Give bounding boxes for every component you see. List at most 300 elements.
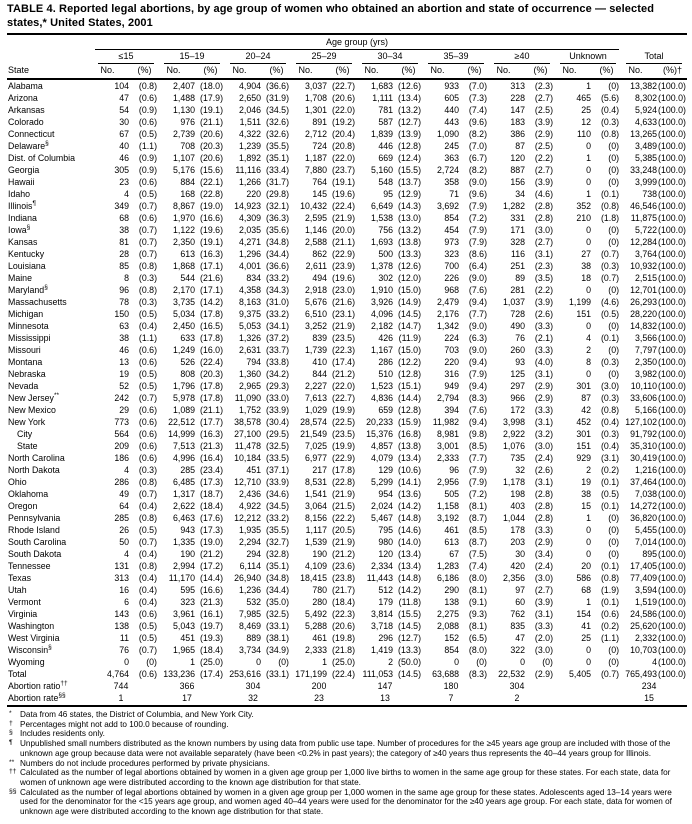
percent-cell: (33.0) bbox=[266, 393, 289, 403]
percent-cell: (21.2) bbox=[332, 369, 355, 379]
percent-cell: (22.7) bbox=[332, 393, 355, 403]
state-name: North Dakota bbox=[8, 465, 60, 475]
state-name: Illinois¶ bbox=[8, 200, 36, 211]
state-name: Georgia bbox=[8, 165, 40, 175]
count-cell: 2,333 bbox=[304, 645, 327, 655]
percent-cell: (22.2) bbox=[332, 513, 355, 523]
count-cell: 2,712 bbox=[304, 129, 327, 139]
state-name: New York bbox=[8, 417, 46, 427]
percent-cell: (100.0) bbox=[658, 333, 686, 343]
count-cell: 1,111 bbox=[372, 93, 393, 103]
rate-cell: 23 bbox=[291, 692, 357, 706]
percent-cell: (31.9) bbox=[266, 93, 289, 103]
percent-cell: (15.0) bbox=[398, 345, 421, 355]
count-cell: 532 bbox=[246, 597, 261, 607]
count-cell: 95 bbox=[383, 189, 393, 199]
count-cell: 6,186 bbox=[436, 573, 459, 583]
count-cell: 20,233 bbox=[366, 417, 393, 427]
state-name: City bbox=[17, 429, 33, 439]
count-cell: 5,053 bbox=[238, 321, 261, 331]
percent-cell: (33.1) bbox=[266, 669, 289, 679]
count-cell: 895 bbox=[642, 549, 658, 559]
percent-cell: (3.9) bbox=[534, 177, 553, 187]
percent-cell: (16.6) bbox=[200, 213, 223, 223]
percent-cell: (12.2) bbox=[398, 357, 421, 367]
percent-cell: (0) bbox=[608, 369, 620, 379]
count-cell: 22,512 bbox=[168, 417, 195, 427]
count-cell: 2,350 bbox=[635, 357, 658, 367]
table-row bbox=[7, 392, 687, 404]
percent-cell: (100.0) bbox=[658, 153, 686, 163]
percent-cell: (7.9) bbox=[468, 237, 487, 247]
count-cell: 669 bbox=[378, 153, 393, 163]
percent-cell: (32.1) bbox=[266, 201, 289, 211]
percent-cell: (22.0) bbox=[332, 105, 355, 115]
percent-cell: (15.1) bbox=[398, 381, 421, 391]
percent-cell: (19.2) bbox=[332, 117, 355, 127]
count-cell: 765,493 bbox=[625, 669, 658, 679]
percent-cell: (0) bbox=[608, 165, 620, 175]
count-cell: 1,326 bbox=[238, 333, 261, 343]
percent-cell: (22.1) bbox=[200, 177, 223, 187]
rate-cell: 1 bbox=[93, 692, 159, 706]
percent-cell: (9.6) bbox=[468, 117, 487, 127]
count-cell: 1,541 bbox=[304, 489, 327, 499]
count-cell: 0 bbox=[586, 369, 591, 379]
count-cell: 420 bbox=[510, 561, 525, 571]
count-cell: 4,996 bbox=[172, 453, 195, 463]
count-cell: 700 bbox=[444, 261, 459, 271]
count-cell: 260 bbox=[510, 345, 525, 355]
table-row bbox=[7, 488, 687, 500]
percent-cell: (23.0) bbox=[332, 285, 355, 295]
count-cell: 97 bbox=[515, 585, 525, 595]
count-cell: 1,317 bbox=[172, 489, 195, 499]
count-cell: 2,918 bbox=[304, 285, 327, 295]
state-name: Vermont bbox=[8, 597, 41, 607]
percent-cell: (34.8) bbox=[266, 573, 289, 583]
abortion-rate-row-label: Abortion rate§§ bbox=[7, 692, 93, 706]
count-cell: 0 bbox=[586, 177, 591, 187]
percent-cell: (50.0) bbox=[398, 657, 421, 667]
count-cell: 1 bbox=[586, 597, 591, 607]
state-name: Nevada bbox=[8, 381, 39, 391]
percent-cell: (0) bbox=[608, 321, 620, 331]
percent-cell: (100.0) bbox=[658, 405, 686, 415]
count-cell: 42 bbox=[581, 405, 591, 415]
percent-cell: (14.2) bbox=[200, 297, 223, 307]
state-name: Ohio bbox=[8, 477, 27, 487]
percent-cell: (100.0) bbox=[658, 645, 686, 655]
percent-cell: (20.4) bbox=[332, 129, 355, 139]
percent-cell: (9.0) bbox=[468, 177, 487, 187]
percent-cell: (2.6) bbox=[534, 465, 553, 475]
count-cell: 0 bbox=[520, 657, 525, 667]
percent-cell: (34.3) bbox=[266, 285, 289, 295]
count-cell: 0 bbox=[586, 165, 591, 175]
state-name: Delaware§ bbox=[8, 140, 49, 151]
percent-cell: (6.3) bbox=[468, 333, 487, 343]
count-cell: 3,692 bbox=[436, 201, 459, 211]
percent-cell: (100.0) bbox=[658, 357, 686, 367]
total-row bbox=[7, 668, 687, 680]
count-cell: 4,109 bbox=[304, 561, 327, 571]
count-cell: 296 bbox=[378, 633, 393, 643]
percent-cell: (0.4) bbox=[600, 417, 620, 427]
percent-cell: (22.8) bbox=[332, 477, 355, 487]
count-cell: 854 bbox=[444, 645, 459, 655]
count-cell: 12,710 bbox=[234, 477, 261, 487]
percent-cell: (37.2) bbox=[266, 333, 289, 343]
abortion-table bbox=[7, 33, 687, 707]
percent-cell: (3.3) bbox=[534, 525, 553, 535]
count-cell: 7,613 bbox=[304, 393, 327, 403]
count-cell: 28,574 bbox=[300, 417, 327, 427]
percent-cell: (17.6) bbox=[200, 513, 223, 523]
state-col-header: State bbox=[7, 64, 93, 79]
percent-cell: (13.4) bbox=[398, 549, 421, 559]
col-group-age-4 bbox=[357, 50, 423, 64]
count-cell: 63,688 bbox=[432, 669, 459, 679]
no-col-header: No. bbox=[357, 64, 394, 79]
count-cell: 1,199 bbox=[568, 297, 591, 307]
percent-cell: (100.0) bbox=[658, 81, 686, 91]
no-col-header: No. bbox=[555, 64, 592, 79]
table-row bbox=[7, 104, 687, 116]
count-cell: 156 bbox=[510, 177, 525, 187]
percent-cell: (16.1) bbox=[200, 609, 223, 619]
rate-cell: 180 bbox=[443, 681, 459, 691]
count-cell: 5,455 bbox=[635, 525, 658, 535]
percent-cell: (12.8) bbox=[398, 369, 421, 379]
percent-cell: (0) bbox=[608, 81, 620, 91]
percent-cell: (15.5) bbox=[398, 165, 421, 175]
percent-cell: (22.4) bbox=[332, 201, 355, 211]
state-name: Idaho bbox=[8, 189, 31, 199]
count-cell: 18,415 bbox=[300, 573, 327, 583]
count-cell: 1,519 bbox=[635, 597, 658, 607]
percent-cell: (9.4) bbox=[468, 381, 487, 391]
percent-cell: (17.8) bbox=[332, 465, 355, 475]
percent-cell: (3.0) bbox=[534, 645, 553, 655]
percent-cell: (0.4) bbox=[600, 105, 620, 115]
footnote-marker: * bbox=[9, 710, 12, 717]
count-cell: 363 bbox=[444, 153, 459, 163]
count-cell: 2,182 bbox=[370, 321, 393, 331]
percent-cell: (20.6) bbox=[332, 621, 355, 631]
state-name: North Carolina bbox=[8, 453, 65, 463]
percent-cell: (15.6) bbox=[200, 165, 223, 175]
count-cell: 613 bbox=[180, 249, 195, 259]
percent-cell: (9.4) bbox=[468, 297, 487, 307]
percent-cell: (14.8) bbox=[398, 513, 421, 523]
count-cell: 6,977 bbox=[304, 453, 327, 463]
count-cell: 4,358 bbox=[238, 285, 261, 295]
percent-cell: (13.2) bbox=[398, 105, 421, 115]
percent-cell: (19.7) bbox=[200, 621, 223, 631]
percent-cell: (0) bbox=[542, 657, 553, 667]
count-cell: 426 bbox=[378, 333, 393, 343]
count-cell: 756 bbox=[378, 225, 393, 235]
percent-cell: (8.5) bbox=[468, 441, 487, 451]
count-cell: 5,492 bbox=[304, 609, 327, 619]
percent-cell: (12.8) bbox=[398, 405, 421, 415]
table-row bbox=[7, 512, 687, 524]
percent-cell: (19.3) bbox=[200, 633, 223, 643]
count-cell: 138 bbox=[444, 597, 459, 607]
percent-cell: (4.6) bbox=[600, 297, 620, 307]
count-cell: 595 bbox=[180, 585, 195, 595]
percent-cell: (100.0) bbox=[658, 261, 686, 271]
percent-cell: (0.6) bbox=[138, 429, 157, 439]
percent-cell: (0.6) bbox=[138, 213, 157, 223]
percent-cell: (7.0) bbox=[468, 141, 487, 151]
pct-col-header: (%) bbox=[196, 64, 225, 79]
count-cell: 2,515 bbox=[635, 273, 658, 283]
col-group-label: Total bbox=[626, 50, 682, 64]
percent-cell: (22.4) bbox=[200, 357, 223, 367]
count-cell: 116 bbox=[510, 249, 525, 259]
percent-cell: (15.5) bbox=[398, 609, 421, 619]
percent-cell: (8.1) bbox=[468, 621, 487, 631]
count-cell: 47 bbox=[119, 93, 129, 103]
percent-cell: (8.1) bbox=[468, 501, 487, 511]
percent-cell: (33.5) bbox=[266, 453, 289, 463]
rate-cell: 15 bbox=[621, 692, 687, 706]
count-cell: 5,676 bbox=[304, 297, 327, 307]
percent-cell: (25.0) bbox=[200, 657, 223, 667]
count-cell: 81 bbox=[119, 237, 129, 247]
percent-cell: (22.0) bbox=[332, 153, 355, 163]
percent-cell: (12.9) bbox=[398, 189, 421, 199]
count-cell: 5,722 bbox=[635, 225, 658, 235]
state-name: New Mexico bbox=[8, 405, 56, 415]
footnote-marker: § bbox=[9, 729, 13, 737]
percent-cell: (33.2) bbox=[266, 309, 289, 319]
count-cell: 4,001 bbox=[238, 261, 261, 271]
percent-cell: (0.6) bbox=[600, 609, 620, 619]
percent-cell: (21.9) bbox=[332, 321, 355, 331]
count-cell: 5,405 bbox=[568, 669, 591, 679]
percent-cell: (18.7) bbox=[200, 489, 223, 499]
table-row bbox=[7, 416, 687, 428]
footnote-marker: †† bbox=[9, 768, 17, 776]
percent-cell: (34.8) bbox=[266, 237, 289, 247]
count-cell: 526 bbox=[180, 357, 195, 367]
count-cell: 781 bbox=[378, 105, 393, 115]
count-cell: 8,156 bbox=[304, 513, 327, 523]
percent-cell: (13.8) bbox=[398, 237, 421, 247]
percent-cell: (7.4) bbox=[468, 105, 487, 115]
table-row bbox=[7, 176, 687, 188]
percent-cell: (0.8) bbox=[138, 477, 157, 487]
count-cell: 89 bbox=[515, 273, 525, 283]
percent-cell: (7.6) bbox=[468, 405, 487, 415]
percent-cell: (20.8) bbox=[332, 141, 355, 151]
count-cell: 443 bbox=[444, 117, 459, 127]
count-cell: 26 bbox=[119, 525, 129, 535]
count-cell: 6,114 bbox=[239, 561, 261, 571]
col-group-label: Unknown bbox=[560, 50, 616, 64]
percent-cell: (100.0) bbox=[658, 345, 686, 355]
state-name: Maryland§ bbox=[8, 284, 48, 295]
count-cell: 0 bbox=[586, 225, 591, 235]
percent-cell: (2.3) bbox=[534, 81, 553, 91]
state-name: Utah bbox=[8, 585, 27, 595]
count-cell: 322 bbox=[510, 645, 525, 655]
pct-col-header: (%) bbox=[526, 64, 555, 79]
count-cell: 2,611 bbox=[305, 261, 327, 271]
count-cell: 3,252 bbox=[304, 321, 327, 331]
table-row bbox=[7, 140, 687, 152]
count-cell: 2 bbox=[388, 657, 393, 667]
count-cell: 220 bbox=[246, 189, 261, 199]
percent-cell: (0.1) bbox=[600, 477, 620, 487]
count-cell: 764 bbox=[312, 177, 327, 187]
table-row bbox=[7, 368, 687, 380]
percent-cell: (100.0) bbox=[658, 105, 686, 115]
count-cell: 891 bbox=[312, 117, 327, 127]
table-row bbox=[7, 560, 687, 572]
percent-cell: (0.7) bbox=[138, 645, 157, 655]
percent-cell: (23.9) bbox=[332, 261, 355, 271]
percent-cell: (17.1) bbox=[200, 285, 223, 295]
count-cell: 0 bbox=[586, 321, 591, 331]
count-cell: 3,718 bbox=[370, 621, 393, 631]
percent-cell: (100.0) bbox=[658, 213, 686, 223]
count-cell: 16 bbox=[119, 585, 129, 595]
count-cell: 217 bbox=[312, 465, 327, 475]
rate-cell: 744 bbox=[113, 681, 129, 691]
percent-cell: (13.8) bbox=[398, 441, 421, 451]
count-cell: 2,332 bbox=[635, 633, 658, 643]
count-cell: 7,797 bbox=[635, 345, 658, 355]
count-cell: 4,309 bbox=[238, 213, 261, 223]
percent-cell: (22.3) bbox=[332, 345, 355, 355]
table-row bbox=[7, 596, 687, 608]
count-cell: 29 bbox=[119, 405, 129, 415]
percent-cell: (0.6) bbox=[138, 441, 157, 451]
count-cell: 91,792 bbox=[630, 429, 658, 439]
count-cell: 2,450 bbox=[172, 321, 195, 331]
percent-cell: (0.7) bbox=[138, 489, 157, 499]
count-cell: 3,764 bbox=[635, 249, 658, 259]
count-cell: 1 bbox=[586, 513, 591, 523]
percent-cell: (0.2) bbox=[600, 465, 620, 475]
percent-cell: (100.0) bbox=[658, 513, 686, 523]
count-cell: 728 bbox=[510, 309, 525, 319]
count-cell: 0 bbox=[586, 549, 591, 559]
count-cell: 5,176 bbox=[172, 165, 195, 175]
count-cell: 68 bbox=[581, 585, 591, 595]
count-cell: 564 bbox=[114, 429, 129, 439]
percent-cell: (12.8) bbox=[398, 141, 421, 151]
count-cell: 297 bbox=[510, 381, 525, 391]
count-cell: 25 bbox=[581, 633, 591, 643]
count-cell: 154 bbox=[576, 609, 591, 619]
count-cell: 1,076 bbox=[502, 441, 525, 451]
percent-cell: (22.7) bbox=[332, 81, 355, 91]
count-cell: 190 bbox=[180, 549, 195, 559]
count-cell: 862 bbox=[312, 249, 327, 259]
percent-cell: (31.7) bbox=[266, 177, 289, 187]
percent-cell: (0.8) bbox=[600, 129, 620, 139]
percent-cell: (19.6) bbox=[332, 189, 355, 199]
percent-cell: (4.6) bbox=[534, 189, 553, 199]
count-cell: 11,170 bbox=[168, 573, 195, 583]
percent-cell: (21.1) bbox=[200, 117, 223, 127]
percent-cell: (0.3) bbox=[600, 261, 620, 271]
percent-cell: (29.5) bbox=[266, 429, 289, 439]
count-cell: 120 bbox=[510, 153, 525, 163]
percent-cell: (29.8) bbox=[266, 189, 289, 199]
count-cell: 87 bbox=[515, 141, 525, 151]
count-cell: 96 bbox=[449, 465, 459, 475]
count-cell: 11,875 bbox=[630, 213, 658, 223]
state-name: Indiana bbox=[8, 213, 37, 223]
count-cell: 6,485 bbox=[172, 477, 195, 487]
percent-cell: (18.0) bbox=[200, 81, 223, 91]
count-cell: 1 bbox=[586, 81, 591, 91]
count-cell: 633 bbox=[180, 333, 195, 343]
count-cell: 5,034 bbox=[172, 309, 195, 319]
percent-cell: (0) bbox=[476, 657, 487, 667]
percent-cell: (0.6) bbox=[138, 405, 157, 415]
table-row bbox=[7, 164, 687, 176]
percent-cell: (33.4) bbox=[266, 165, 289, 175]
count-cell: 0 bbox=[256, 657, 261, 667]
count-cell: 3,735 bbox=[172, 297, 195, 307]
count-cell: 954 bbox=[378, 489, 393, 499]
percent-cell: (100.0) bbox=[658, 501, 686, 511]
percent-cell: (17.1) bbox=[200, 261, 223, 271]
percent-cell: (100.0) bbox=[658, 273, 686, 283]
count-cell: 32 bbox=[515, 465, 525, 475]
count-cell: 110 bbox=[576, 129, 591, 139]
count-cell: 703 bbox=[444, 345, 459, 355]
percent-cell: (10.6) bbox=[398, 465, 421, 475]
rate-cell: 147 bbox=[377, 681, 393, 691]
count-cell: 1,216 bbox=[635, 465, 658, 475]
col-group-label: 25–29 bbox=[296, 50, 352, 64]
percent-cell: (16.5) bbox=[200, 321, 223, 331]
percent-cell: (14.7) bbox=[398, 321, 421, 331]
percent-cell: (0.5) bbox=[138, 129, 157, 139]
percent-cell: (0.4) bbox=[138, 321, 157, 331]
count-cell: 2,622 bbox=[172, 501, 195, 511]
percent-cell: (0) bbox=[608, 153, 620, 163]
count-cell: 190 bbox=[312, 549, 327, 559]
count-cell: 203 bbox=[510, 537, 525, 547]
percent-cell: (0.6) bbox=[138, 609, 157, 619]
percent-cell: (18.4) bbox=[332, 597, 355, 607]
percent-cell: (14.2) bbox=[398, 585, 421, 595]
footnote-text: Calculated as the number of legal abortions obtained by women in a given age group per 1,000 women in the same age group for these states. Adolescents aged 13–14 years were used for the denominator for the <15 years age group, and women aged 40–44 years were used for the denominator for the ≥40 years age group. For each state, data for women of unknown age were distributed according to the known age distribution for that state. bbox=[20, 787, 672, 817]
count-cell: 2,024 bbox=[370, 501, 393, 511]
count-cell: 4,079 bbox=[370, 453, 393, 463]
count-cell: 613 bbox=[444, 537, 459, 547]
count-cell: 10,932 bbox=[630, 261, 658, 271]
percent-cell: (0.1) bbox=[600, 597, 620, 607]
count-cell: 4 bbox=[124, 465, 129, 475]
count-cell: 440 bbox=[444, 105, 459, 115]
state-name: Alabama bbox=[8, 81, 43, 91]
count-cell: 1,868 bbox=[172, 261, 195, 271]
count-cell: 253,616 bbox=[229, 669, 261, 679]
percent-cell: (100.0) bbox=[658, 309, 686, 319]
count-cell: 1,187 bbox=[304, 153, 327, 163]
percent-cell: (2.8) bbox=[534, 501, 553, 511]
